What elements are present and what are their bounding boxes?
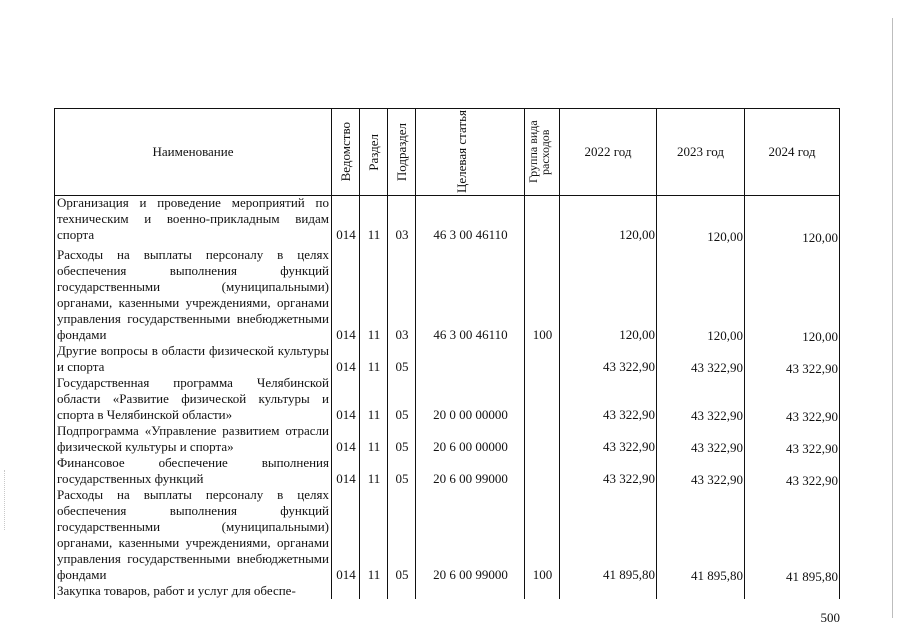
budget-table bbox=[54, 108, 840, 599]
row-razdel: 11 bbox=[367, 359, 381, 374]
row-razdel: 11 bbox=[367, 227, 381, 242]
row-name: Подпрограмма «Управление развитием отрасли физической культуры и спорта» bbox=[57, 423, 329, 454]
row-podrazdel: 05 bbox=[395, 407, 409, 422]
row-name: Расходы на выплаты персоналу в целях обеспечения выполнения функций государственными (муниципальными) органами, казенными учреждениями, органами управления государственными внебюджетными фондами bbox=[57, 487, 329, 582]
row-2023: 41 895,80 bbox=[691, 568, 743, 583]
header-razdel-text: Раздел bbox=[366, 133, 381, 171]
col-sep bbox=[524, 195, 525, 599]
row-vedomstvo: 014 bbox=[336, 227, 356, 242]
header-celevaya-text: Целевая статья bbox=[454, 110, 469, 194]
row-2022: 43 322,90 bbox=[603, 471, 655, 486]
row-podrazdel: 05 bbox=[395, 471, 409, 486]
header-celevaya bbox=[416, 109, 525, 195]
header-gruppa bbox=[525, 109, 560, 195]
header-2024-text: 2024 год bbox=[768, 144, 816, 159]
row-2023: 43 322,90 bbox=[691, 440, 743, 455]
row-celevaya: 46 3 00 46110 bbox=[433, 327, 508, 342]
header-2022-text: 2022 год bbox=[584, 144, 632, 159]
row-2022: 43 322,90 bbox=[603, 439, 655, 454]
row-2023: 43 322,90 bbox=[691, 360, 743, 375]
row-razdel: 11 bbox=[367, 327, 381, 342]
row-2024: 43 322,90 bbox=[786, 409, 838, 424]
row-2022: 120,00 bbox=[619, 327, 655, 342]
row-podrazdel: 03 bbox=[395, 327, 409, 342]
row-razdel: 11 bbox=[367, 567, 381, 582]
row-celevaya: 20 6 00 00000 bbox=[433, 439, 508, 454]
row-celevaya: 20 0 00 00000 bbox=[433, 407, 508, 422]
row-2024: 41 895,80 bbox=[786, 569, 838, 584]
row-name: Финансовое обеспечение выполнения государственных функций bbox=[57, 455, 329, 486]
scan-edge-line bbox=[892, 18, 893, 618]
header-podrazdel bbox=[388, 109, 416, 195]
header-razdel bbox=[360, 109, 388, 195]
col-sep bbox=[559, 195, 560, 599]
page-number: 500 bbox=[820, 610, 840, 625]
row-celevaya: 20 6 00 99000 bbox=[433, 471, 508, 486]
row-2024: 43 322,90 bbox=[786, 361, 838, 376]
header-2022 bbox=[560, 109, 657, 195]
col-sep bbox=[331, 195, 332, 599]
row-vedomstvo: 014 bbox=[336, 567, 356, 582]
row-2024: 120,00 bbox=[802, 230, 838, 245]
row-vedomstvo: 014 bbox=[336, 327, 356, 342]
row-gruppa: 100 bbox=[532, 567, 553, 582]
col-sep bbox=[359, 195, 360, 599]
row-name: Государственная программа Челябинской области «Развитие физической культуры и спорта в Челябинской области» bbox=[57, 375, 329, 422]
row-celevaya: 46 3 00 46110 bbox=[433, 227, 508, 242]
row-vedomstvo: 014 bbox=[336, 471, 356, 486]
row-vedomstvo: 014 bbox=[336, 439, 356, 454]
row-2023: 43 322,90 bbox=[691, 408, 743, 423]
col-sep bbox=[744, 195, 745, 599]
row-2024: 120,00 bbox=[802, 329, 838, 344]
row-razdel: 11 bbox=[367, 439, 381, 454]
row-vedomstvo: 014 bbox=[336, 407, 356, 422]
row-name: Другие вопросы в области физической культуры и спорта bbox=[57, 343, 329, 374]
row-2023: 120,00 bbox=[707, 229, 743, 244]
row-name: Расходы на выплаты персоналу в целях обеспечения выполнения функций государственными (муниципальными) органами, казенными учреждениями, органами управления государственными внебюджетными фондами bbox=[57, 247, 329, 342]
row-podrazdel: 05 bbox=[395, 359, 409, 374]
row-vedomstvo: 014 bbox=[336, 359, 356, 374]
header-gruppa-text: Группа вида расходов bbox=[526, 120, 552, 184]
row-name: Закупка товаров, работ и услуг для обеспе- bbox=[57, 583, 296, 598]
row-podrazdel: 03 bbox=[395, 227, 409, 242]
col-sep bbox=[387, 195, 388, 599]
header-name-text: Наименование bbox=[152, 144, 234, 159]
row-2022: 43 322,90 bbox=[603, 359, 655, 374]
scan-margin-dots bbox=[4, 470, 7, 530]
header-2024 bbox=[745, 109, 839, 195]
row-2022: 120,00 bbox=[619, 227, 655, 242]
header-vedomstvo bbox=[332, 109, 360, 195]
row-2022: 41 895,80 bbox=[603, 567, 655, 582]
row-2024: 43 322,90 bbox=[786, 441, 838, 456]
row-razdel: 11 bbox=[367, 471, 381, 486]
header-podrazdel-text: Подраздел bbox=[394, 122, 409, 182]
col-sep bbox=[415, 195, 416, 599]
header-2023 bbox=[657, 109, 745, 195]
row-2023: 120,00 bbox=[707, 328, 743, 343]
row-celevaya: 20 6 00 99000 bbox=[433, 567, 508, 582]
row-razdel: 11 bbox=[367, 407, 381, 422]
row-podrazdel: 05 bbox=[395, 439, 409, 454]
header-2023-text: 2023 год bbox=[677, 144, 724, 159]
row-gruppa: 100 bbox=[532, 327, 553, 342]
row-2022: 43 322,90 bbox=[603, 407, 655, 422]
row-podrazdel: 05 bbox=[395, 567, 409, 582]
header-vedomstvo-text: Ведомство bbox=[338, 122, 353, 182]
row-2023: 43 322,90 bbox=[691, 472, 743, 487]
header-name bbox=[55, 109, 332, 195]
row-2024: 43 322,90 bbox=[786, 473, 838, 488]
row-name: Организация и проведение мероприятий по техническим и военно-прикладным видам спорта bbox=[57, 195, 329, 242]
col-sep bbox=[656, 195, 657, 599]
